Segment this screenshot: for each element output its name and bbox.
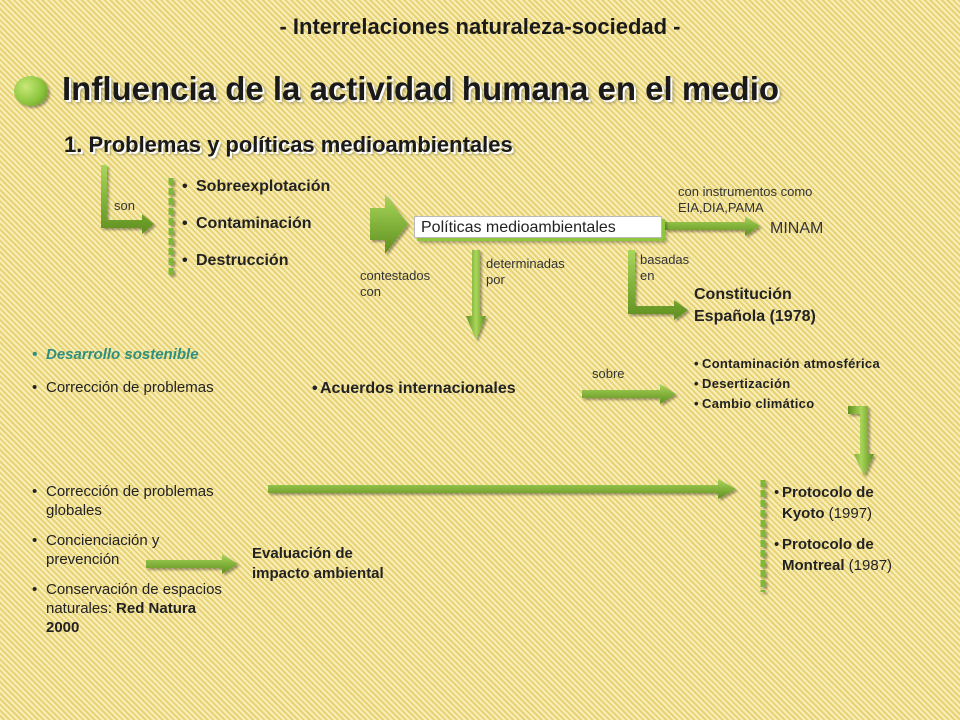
- agreements-list: [310, 380, 516, 398]
- label-contestados: [360, 268, 430, 300]
- protocol-montreal-name2: Montreal: [782, 557, 845, 574]
- item-line1: Corrección de problemas: [46, 483, 214, 500]
- constitution-line1: Constitución: [694, 286, 792, 303]
- item-line1: Conservación de espacios: [46, 581, 222, 598]
- left-list-top: [30, 346, 214, 412]
- problems-list: [180, 178, 330, 289]
- minam-label: MINAM: [770, 220, 824, 237]
- label-instrumentos-line1: con instrumentos como: [678, 184, 813, 199]
- label-instrumentos-line2: EIA,DIA,PAMA: [678, 200, 764, 215]
- main-heading: Influencia de la actividad humana en el medio: [62, 70, 780, 107]
- item-line2: naturales:: [46, 600, 117, 617]
- arrow-to-protocols: [848, 406, 874, 476]
- label-determinadas-line1: determinadas: [486, 256, 565, 271]
- item-line2: prevención: [46, 551, 120, 568]
- problem-item: • Sobreexplotación: [180, 178, 330, 215]
- item-bold: Red Natura: [116, 600, 197, 617]
- protocol-kyoto-year: (1997): [824, 505, 873, 522]
- arrow-sobre: [582, 384, 676, 404]
- arrow-determinadas: [466, 250, 486, 340]
- item-line2: globales: [46, 502, 102, 519]
- issue-item: • Cambio climático: [692, 396, 880, 416]
- sub-heading: 1. Problemas y políticas medioambientales: [64, 132, 513, 157]
- item-line1: Concienciación y: [46, 532, 160, 549]
- label-determinadas: [486, 256, 565, 288]
- label-determinadas-line2: por: [486, 272, 505, 287]
- eia-line1: Evaluación de: [252, 545, 353, 562]
- policies-box: Políticas medioambientales: [414, 216, 662, 238]
- label-contestados-line2: con: [360, 284, 381, 299]
- label-basadas-line1: basadas: [640, 252, 690, 267]
- left-list-bottom: [30, 482, 270, 648]
- arrow-contestados: [370, 194, 408, 254]
- item-bold2: 2000: [46, 619, 80, 636]
- constitution-label: [694, 284, 816, 328]
- protocol-kyoto-name1: Protocolo de: [782, 484, 874, 501]
- label-instrumentos: [678, 184, 812, 216]
- list-item-concienciacion: [30, 531, 270, 569]
- problem-item: • Contaminación: [180, 215, 330, 252]
- label-basadas-line2: en: [640, 268, 655, 283]
- label-son: son: [114, 198, 135, 213]
- arrow-global: [268, 479, 736, 499]
- protocol-item-kyoto: [772, 482, 892, 524]
- label-basadas: [640, 252, 689, 284]
- protocols-list: [772, 482, 892, 586]
- issue-item: • Desertización: [692, 376, 880, 396]
- problem-item: • Destrucción: [180, 252, 330, 289]
- label-contestados-line1: contestados: [360, 268, 431, 283]
- agreements-item: • Acuerdos internacionales: [310, 380, 516, 398]
- list-item-correccion-global: [30, 482, 270, 520]
- eia-line2: impacto ambiental: [252, 565, 384, 582]
- list-item-correccion: • Corrección de problemas: [30, 379, 214, 412]
- protocol-montreal-year: (1987): [844, 557, 893, 574]
- label-sobre: sobre: [592, 366, 625, 381]
- list-item-desarrollo: • Desarrollo sostenible: [30, 346, 214, 379]
- page-title: - Interrelaciones naturaleza-sociedad -: [279, 14, 681, 39]
- arrow-instrumentos: [665, 216, 760, 236]
- eia-label: [252, 544, 384, 584]
- protocol-item-montreal: [772, 534, 892, 576]
- constitution-line2: Española (1978): [694, 308, 816, 325]
- protocol-montreal-name1: Protocolo de: [782, 536, 874, 553]
- list-item-conservacion: [30, 580, 270, 637]
- issue-item: • Contaminación atmosférica: [692, 356, 880, 376]
- protocol-kyoto-name2: Kyoto: [782, 505, 825, 522]
- issues-list: [692, 356, 880, 416]
